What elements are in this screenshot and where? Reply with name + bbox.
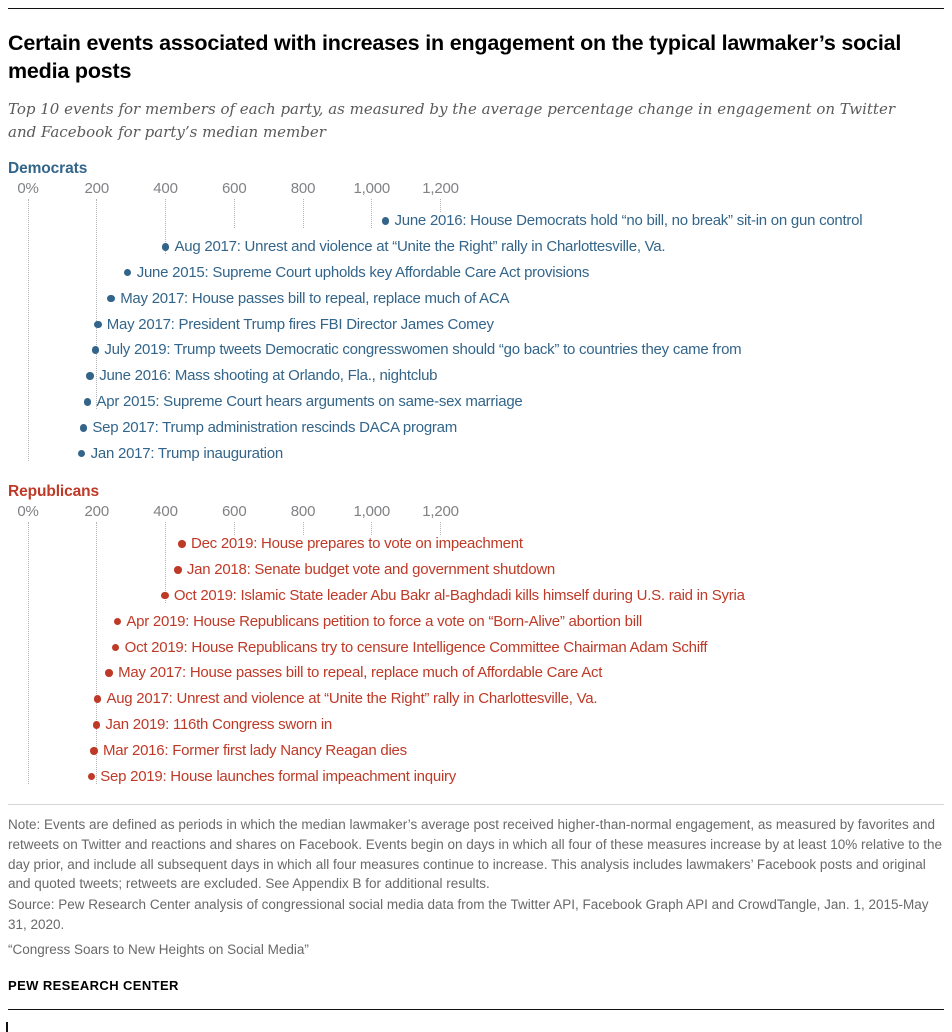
event-label: Mar 2016: Former first lady Nancy Reagan dies bbox=[103, 742, 407, 759]
event-dot bbox=[114, 618, 122, 626]
axis-tick-label: 1,200 bbox=[422, 180, 459, 198]
axis-tick-label: 800 bbox=[290, 503, 316, 521]
bottom-rule bbox=[8, 1009, 944, 1010]
event-label: June 2015: Supreme Court upholds key Affordable Care Act provisions bbox=[136, 263, 590, 281]
report-page bbox=[0, 8, 952, 1010]
top-rule bbox=[8, 8, 944, 9]
event-dot bbox=[161, 592, 169, 600]
event-label: Apr 2015: Supreme Court hears arguments on same-sex marriage bbox=[96, 393, 523, 411]
event-dot bbox=[94, 695, 102, 703]
event-row bbox=[8, 312, 944, 338]
event-row bbox=[8, 337, 944, 363]
republicans-label: Republicans bbox=[8, 483, 100, 501]
republicans-rows bbox=[8, 531, 944, 789]
event-dot bbox=[86, 372, 94, 380]
event-label: Sep 2019: House launches formal impeachment inquiry bbox=[100, 767, 457, 785]
axis-tick-label: 400 bbox=[153, 503, 178, 521]
event-label: Jan 2018: Senate budget vote and government shutdown bbox=[186, 561, 555, 579]
event-label: May 2017: President Trump fires FBI Director James Comey bbox=[106, 315, 494, 333]
event-dot bbox=[162, 243, 170, 251]
footer-notes bbox=[8, 815, 944, 960]
event-dot bbox=[124, 269, 132, 277]
event-row bbox=[8, 738, 944, 764]
democrats-axis bbox=[8, 180, 944, 198]
republicans-axis bbox=[8, 503, 944, 521]
event-dot bbox=[84, 398, 92, 406]
note-text: Note: Events are defined as periods in which the median lawmaker’s average post received higher-than-normal engagement, as measured by favorites and retweets on Twitter and reactions and shares on Facebook. Events begin on days in which all four of these measures increase by at least 10% relative to the day prior, and include all subsequent days in which all four measures continue to increase. This analysis includes lawmakers’ Facebook posts and original and quoted tweets; retweets are excluded. See Appendix B for additional results. bbox=[8, 817, 943, 892]
chart-subtitle: Top 10 events for members of each party, as measured by the average percentage change in engagement on Twitter and Facebook for party’s median member bbox=[8, 99, 895, 141]
axis-tick-label: 1,000 bbox=[353, 180, 391, 198]
event-dot bbox=[90, 747, 98, 755]
event-dot bbox=[78, 450, 86, 458]
republicans-plot bbox=[8, 503, 944, 790]
event-row bbox=[8, 441, 944, 467]
event-row bbox=[8, 557, 944, 583]
event-label: July 2019: Trump tweets Democratic congresswomen should “go back” to countries they came from bbox=[104, 341, 742, 359]
event-dot bbox=[112, 644, 120, 652]
event-dot bbox=[93, 721, 101, 729]
axis-tick-label: 200 bbox=[84, 503, 109, 521]
event-label: May 2017: House passes bill to repeal, replace much of ACA bbox=[120, 289, 510, 307]
event-row bbox=[8, 415, 944, 441]
event-dot bbox=[178, 540, 186, 548]
event-label: May 2017: House passes bill to repeal, replace much of Affordable Care Act bbox=[118, 664, 603, 682]
axis-tick-label: 0% bbox=[17, 503, 39, 521]
event-label: Sep 2017: Trump administration rescinds DACA program bbox=[92, 419, 458, 436]
axis-tick-label: 600 bbox=[222, 180, 247, 198]
event-row bbox=[8, 208, 944, 234]
event-label: June 2016: Mass shooting at Orlando, Fla., nightclub bbox=[99, 367, 438, 385]
democrats-rows bbox=[8, 208, 944, 466]
democrats-plot bbox=[8, 180, 944, 467]
source-text: Source: Pew Research Center analysis of congressional social media data from the Twitter API, Facebook Graph API and CrowdTangle, Jan. 1, 2015-May 31, 2020. bbox=[8, 897, 929, 932]
event-row bbox=[8, 286, 944, 312]
event-row bbox=[8, 389, 944, 415]
axis-tick-label: 800 bbox=[290, 180, 316, 198]
event-dot bbox=[174, 566, 182, 574]
event-dot bbox=[107, 295, 115, 303]
axis-tick-label: 0% bbox=[17, 180, 39, 198]
democrats-label: Democrats bbox=[8, 160, 88, 178]
axis-tick-label: 200 bbox=[84, 180, 109, 198]
chart-title: Certain events associated with increases in engagement on the typical lawmaker’s social media posts bbox=[8, 31, 902, 84]
event-dot bbox=[88, 773, 96, 781]
event-dot bbox=[105, 669, 113, 677]
footer-divider bbox=[8, 804, 944, 805]
event-row bbox=[8, 583, 944, 609]
event-row bbox=[8, 260, 944, 286]
event-row bbox=[8, 363, 944, 389]
axis-tick-label: 400 bbox=[153, 180, 178, 198]
axis-tick-label: 1,200 bbox=[422, 503, 459, 521]
pew-brand: PEW RESEARCH CENTER bbox=[8, 978, 179, 994]
event-row bbox=[8, 660, 944, 686]
event-row bbox=[8, 609, 944, 635]
event-dot bbox=[92, 346, 100, 354]
event-row bbox=[8, 234, 944, 260]
citation-text: “Congress Soars to New Heights on Social Media” bbox=[8, 942, 309, 958]
event-label: Dec 2019: House prepares to vote on impeachment bbox=[191, 535, 523, 553]
event-label: Aug 2017: Unrest and violence at “Unite the Right” rally in Charlottesville, Va. bbox=[174, 238, 666, 256]
event-label: Aug 2017: Unrest and violence at “Unite the Right” rally in Charlottesville, Va. bbox=[106, 690, 598, 708]
axis-tick-label: 600 bbox=[222, 503, 247, 521]
axis-tick-label: 1,000 bbox=[353, 503, 391, 521]
event-label: June 2016: House Democrats hold “no bill, no break” sit-in on gun control bbox=[394, 212, 863, 230]
event-dot bbox=[94, 321, 102, 329]
event-label: Apr 2019: House Republicans petition to force a vote on “Born-Alive” abortion bill bbox=[126, 612, 643, 630]
event-label: Oct 2019: Islamic State leader Abu Bakr al-Baghdadi kills himself during U.S. raid in Syria bbox=[173, 586, 745, 604]
event-label: Jan 2019: 116th Congress sworn in bbox=[105, 716, 333, 734]
event-row bbox=[8, 712, 944, 738]
event-row bbox=[8, 531, 944, 557]
event-dot bbox=[80, 424, 88, 432]
event-label: Jan 2017: Trump inauguration bbox=[90, 444, 283, 462]
event-dot bbox=[382, 217, 390, 225]
event-label: Oct 2019: House Republicans try to censure Intelligence Committee Chairman Adam Schiff bbox=[124, 638, 708, 656]
event-row bbox=[8, 635, 944, 661]
republicans-section bbox=[8, 483, 944, 790]
event-row bbox=[8, 686, 944, 712]
event-row bbox=[8, 764, 944, 790]
democrats-section bbox=[8, 160, 944, 467]
